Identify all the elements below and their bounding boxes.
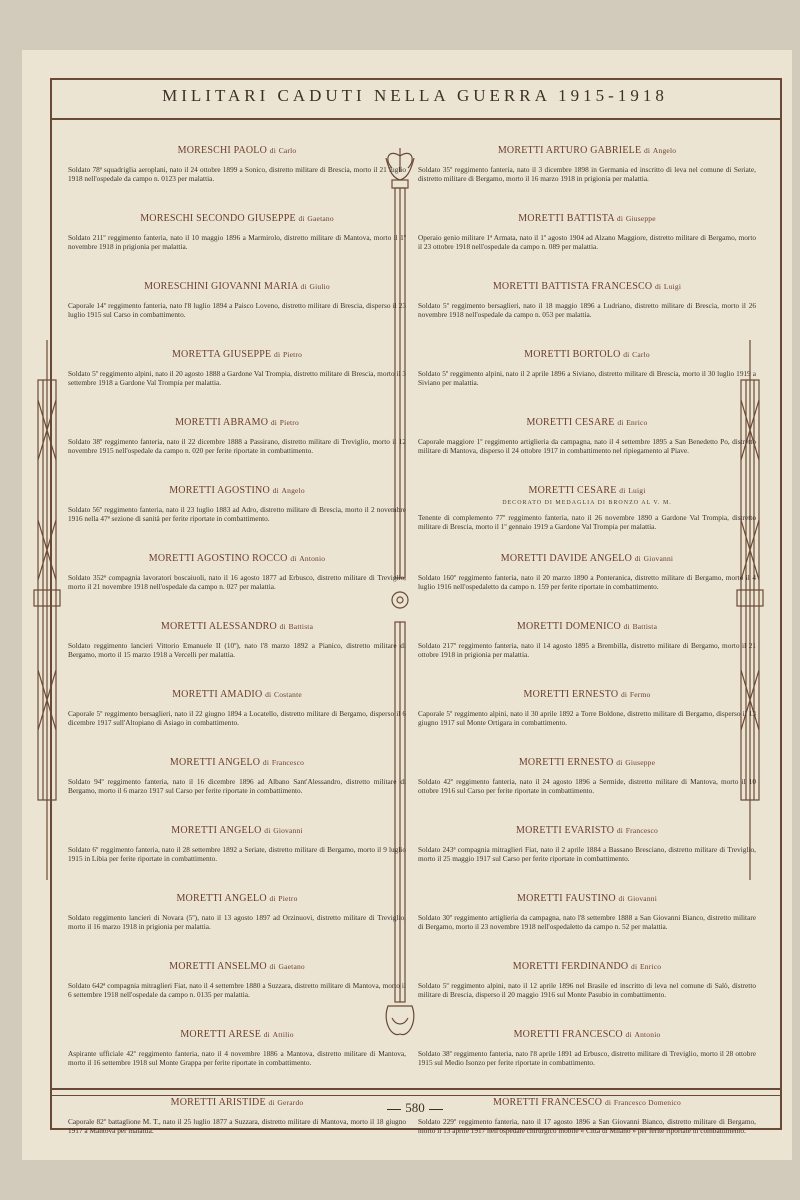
- entry-surname-given: MORESCHI PAOLO: [177, 145, 268, 156]
- entry: [418, 621, 756, 689]
- entry-text: Soldato reggimento lancieri Vittorio Emanuele II (10º), nato l'8 marzo 1892 a Pianico, distretto militare di Bergamo, morto il 15 marzo 1918 a Vercelli per malattia.: [68, 641, 406, 659]
- right-column: [418, 145, 756, 1165]
- entry-name: [68, 485, 406, 496]
- entry-di: di: [262, 758, 270, 767]
- entry-text: Soldato 38º reggimento fanteria, nato il 22 dicembre 1888 a Passirano, distretto militare di Treviglio, morto il 12 novembre 1915 nell'ospedale da campo n. 020 per ferite riportate in combattimento.: [68, 437, 406, 455]
- entry-name: [68, 349, 406, 360]
- entry-father: Attilio: [272, 1030, 294, 1039]
- entry: [68, 485, 406, 553]
- entry-surname-given: MORETTI FERDINANDO: [512, 961, 629, 972]
- entry-father: Francesco: [271, 758, 305, 767]
- entry-di: di: [643, 146, 651, 155]
- entry-surname-given: MORETTI ANSELMO: [169, 961, 267, 972]
- entry-surname-given: MORETTI FRANCESCO: [492, 1097, 603, 1108]
- entry: [68, 349, 406, 417]
- entry-father: Carlo: [632, 350, 650, 359]
- entry: [68, 689, 406, 757]
- entry-surname-given: MORETTI ANGELO: [176, 893, 267, 904]
- entry-surname-given: MORETTI DOMENICO: [516, 621, 621, 632]
- entry: [68, 553, 406, 621]
- entry: [418, 961, 756, 1029]
- entry-surname-given: MORETTI AGOSTINO: [169, 485, 270, 496]
- entry-text: Soldato 38º reggimento fanteria, nato l'8 aprile 1891 ad Erbusco, distretto militare di Treviglio, morto il 28 ottobre 1915 sul Medio Isonzo per ferite riportate in combattimento.: [418, 1049, 756, 1067]
- entry-di: di: [272, 486, 279, 495]
- entry-di: di: [270, 418, 278, 427]
- entry-name: [68, 1029, 406, 1040]
- entry-surname-given: MORETTI CESARE: [528, 485, 617, 496]
- entry-father: Francesco: [625, 826, 658, 835]
- entry: [68, 145, 406, 213]
- entry-name: [68, 213, 406, 224]
- entry-di: di: [617, 418, 624, 427]
- entry-text: Tenente di complemento 77º reggimento fanteria, nato il 26 novembre 1890 a Gardone Val Trompia, distretto militare di Brescia, morto il 1º gennaio 1919 a Gardone Val Trompia per malattia.: [418, 513, 756, 531]
- entry-name: [418, 485, 756, 496]
- entry-name: [418, 893, 756, 904]
- entry-father: Gaetano: [307, 214, 334, 223]
- entry-di: di: [620, 690, 628, 699]
- dash-left: [387, 1109, 401, 1110]
- entry-surname-given: MORETTI BATTISTA FRANCESCO: [492, 281, 653, 292]
- entry-name: [68, 417, 406, 428]
- entry-surname-given: MORETTI ARESE: [180, 1029, 262, 1040]
- entry: [418, 1029, 756, 1097]
- page-number-footer: [300, 1100, 530, 1116]
- entry: [68, 961, 406, 1029]
- entry: [418, 757, 756, 825]
- entry-di: di: [618, 894, 625, 903]
- entry-surname-given: MORETTI BATTISTA: [518, 213, 615, 224]
- entry-text: Soldato 243ª compagnia mitraglieri Fiat, nato il 2 aprile 1884 a Bassano Bresciano, distretto militare di Treviglio, morto il 25 maggio 1917 sul Carso per ferite riportate in combattimento.: [418, 845, 756, 863]
- entry-text: Soldato 5º reggimento alpini, nato il 20 agosto 1888 a Gardone Val Trompia, distretto militare di Brescia, morto il 3 settembre 1918 a Gardone Val Trompia per malattia.: [68, 369, 406, 387]
- entry-father: Enrico: [639, 962, 662, 971]
- entry-father: Antonio: [299, 554, 326, 563]
- entry-surname-given: MORETTI AMADIO: [172, 689, 263, 700]
- entry-di: di: [634, 554, 641, 563]
- entry-surname-given: MORETTI ARISTIDE: [170, 1097, 266, 1108]
- entry: [418, 825, 756, 893]
- entry-di: di: [623, 350, 630, 359]
- entry-surname-given: MORETTI BORTOLO: [524, 349, 621, 360]
- entry-di: di: [300, 282, 307, 291]
- entry-name: [418, 1029, 756, 1040]
- entry-di: di: [623, 622, 630, 631]
- entry: [68, 825, 406, 893]
- entry-name: [68, 621, 406, 632]
- entry-text: Caporale 5º reggimento alpini, nato il 30 aprile 1892 a Torre Boldone, distretto militare di Bergamo, disperso il 13 giugno 1917 sul Monte Ortigara in combattimento.: [418, 709, 756, 727]
- entry-di: di: [264, 826, 271, 835]
- entry-di: di: [625, 1030, 632, 1039]
- entry-surname-given: MORETTI ARTURO GABRIELE: [497, 145, 642, 156]
- entry-name: [418, 553, 756, 564]
- entry-text: Aspirante ufficiale 42º reggimento fanteria, nato il 4 novembre 1886 a Mantova, distretto militare di Mantova, morto il 16 settembre 1918 sul Monte Grappa per ferite riportate in combattimento.: [68, 1049, 406, 1067]
- entry-name: [68, 961, 406, 972]
- entry-father: Gaetano: [278, 962, 305, 971]
- entry-di: di: [654, 282, 662, 291]
- entry-father: Giovanni: [627, 894, 657, 903]
- entry-father: Angelo: [281, 486, 305, 495]
- entry: [418, 145, 756, 213]
- entry-surname-given: MORETTI ERNESTO: [518, 757, 614, 768]
- dash-right: [429, 1109, 443, 1110]
- entry: [418, 553, 756, 621]
- entry-di: di: [269, 146, 276, 155]
- entry-surname-given: MORETTI ABRAMO: [175, 417, 269, 428]
- entry-di: di: [269, 962, 276, 971]
- entry-di: di: [279, 622, 286, 631]
- entry-text: Caporale 5º reggimento bersaglieri, nato il 22 giugno 1894 a Locatello, distretto militare di Bergamo, disperso il 6 dicembre 1917 sull'Altopiano di Asiago in combattimento.: [68, 709, 406, 727]
- entry-di: di: [616, 826, 624, 835]
- entry-father: Giuseppe: [625, 758, 656, 767]
- entry-name: [68, 145, 406, 156]
- entry-father: Giovanni: [273, 826, 303, 835]
- entry-text: Soldato 78ª squadriglia aeroplani, nato il 24 ottobre 1899 a Sonico, distretto militare di Brescia, morto il 21 luglio 1918 nell'ospedale da campo n. 0123 per malattia.: [68, 165, 406, 183]
- entry-surname-given: MORESCHINI GIOVANNI MARIA: [144, 281, 298, 292]
- entry-father: Francesco Domenico: [613, 1098, 681, 1107]
- entry-name: [418, 757, 756, 768]
- entry-surname-given: MORETTI DAVIDE ANGELO: [500, 553, 633, 564]
- entry-text: Soldato 160º reggimento fanteria, nato il 20 marzo 1890 a Ponteranica, distretto militare di Bergamo, morto il 4 luglio 1916 nell'ospedaletto da campo n. 159 per ferite riportate in combattimento.: [418, 573, 756, 591]
- entry-text: Soldato reggimento lancieri di Novara (5º), nato il 13 agosto 1897 ad Orzinuovi, distretto militare di Treviglio, morto il 16 marzo 1918 in prigionia per malattia.: [68, 913, 406, 931]
- entry-di: di: [616, 214, 624, 223]
- entry-text: Caporale 82º battaglione M. T., nato il 25 luglio 1877 a Suzzara, distretto militare di Mantova, morto il 18 giugno 1917 a Mantova per malattia.: [68, 1117, 406, 1135]
- entry-di: di: [274, 350, 281, 359]
- entry-name: [418, 281, 756, 292]
- entry-text: Soldato 211º reggimento fanteria, nato il 10 maggio 1896 a Marmirolo, distretto militare di Mantova, morto il 1º novembre 1918 in prigionia per malattia.: [68, 233, 406, 251]
- entry-father: Giovanni: [643, 554, 674, 563]
- entry-name: [418, 961, 756, 972]
- entry-name: [418, 349, 756, 360]
- entry-father: Battista: [632, 622, 658, 631]
- entry: [418, 213, 756, 281]
- entry-name: [68, 553, 406, 564]
- entry-surname-given: MORETTA GIUSEPPE: [171, 349, 272, 360]
- entry-text: Soldato 56º reggimento fanteria, nato il 23 luglio 1883 ad Adro, distretto militare di Brescia, morto il 2 novembre 1916 nella 47ª sezione di sanità per ferite riportate in combattimento.: [68, 505, 406, 523]
- entry-name: [418, 689, 756, 700]
- entry-text: Soldato 217º reggimento fanteria, nato il 14 agosto 1895 a Brembilla, distretto militare di Bergamo, morto il 21 ottobre 1918 in prigionia per malattia.: [418, 641, 756, 659]
- entry-text: Operaio genio militare 1ª Armata, nato il 1º agosto 1904 ad Alzano Maggiore, distretto militare di Bergamo, morto il 23 ottobre 1918 nell'ospedale da campo n. 089 per malattia.: [418, 233, 756, 251]
- entry-name: [68, 281, 406, 292]
- entry-text: Soldato 6º reggimento fanteria, nato il 28 settembre 1892 a Seriate, distretto militare di Bergamo, morto il 9 luglio 1915 in Libia per ferite riportate in combattimento.: [68, 845, 406, 863]
- entry-text: Soldato 42º reggimento fanteria, nato il 24 agosto 1896 a Sermide, distretto militare di Mantova, morto il 10 ottobre 1916 sul Carso per ferite riportate in combattimento.: [418, 777, 756, 795]
- entry-text: Soldato 94º reggimento fanteria, nato il 16 dicembre 1896 ad Albano Sant'Alessandro, distretto militare di Bergamo, morto il 6 marzo 1917 sul Carso per ferite riportate in combattimento.: [68, 777, 406, 795]
- entry: [418, 893, 756, 961]
- entry: [68, 893, 406, 961]
- entry-surname-given: MORESCHI SECONDO GIUSEPPE: [140, 213, 296, 224]
- entry-di: di: [616, 758, 623, 767]
- left-fasces-ornament-icon: [32, 340, 62, 880]
- entry-di: di: [268, 1098, 275, 1107]
- entry-father: Giuseppe: [625, 214, 656, 223]
- entry-surname-given: MORETTI ANGELO: [169, 757, 261, 768]
- entry-father: Pietro: [282, 350, 303, 359]
- entry-father: Costante: [274, 690, 302, 699]
- entry: [68, 621, 406, 689]
- entry: [418, 281, 756, 349]
- entry-father: Antonio: [634, 1030, 661, 1039]
- page-title: MILITARI CADUTI NELLA GUERRA 1915-1918: [162, 86, 668, 105]
- entry-name: [68, 689, 406, 700]
- entry-text: Soldato 352ª compagnia lavoratori boscaiuoli, nato il 16 agosto 1877 ad Erbusco, distretto militare di Treviglio, morto il 21 novembre 1918 nell'ospedale da campo n. 027 per malattia.: [68, 573, 406, 591]
- entry-di: di: [263, 1030, 270, 1039]
- entry-di: di: [265, 690, 272, 699]
- entry: [68, 1029, 406, 1097]
- entry-text: Caporale maggiore 1º reggimento artiglieria da campagna, nato il 4 settembre 1895 a San Benedetto Po, distretto militare di Mantova, disperso il 24 ottobre 1917 in combattimento nel ripiegamento al Piave.: [418, 437, 756, 455]
- entry-father: Angelo: [652, 146, 677, 155]
- entry-di: di: [631, 962, 638, 971]
- entry-di: di: [619, 486, 626, 495]
- entry: [68, 417, 406, 485]
- entry-father: Fermo: [629, 690, 651, 699]
- entry-surname-given: MORETTI ERNESTO: [523, 689, 619, 700]
- entry-di: di: [604, 1098, 612, 1107]
- entry-text: Soldato 35º reggimento fanteria, nato il 3 dicembre 1898 in Germania ed inscritto di leva nel comune di Seriate, distretto militare di Bergamo, morto il 16 marzo 1918 in prigionia per malattia.: [418, 165, 756, 183]
- entry-father: Luigi: [628, 486, 646, 495]
- entry: [68, 281, 406, 349]
- entry: [418, 417, 756, 485]
- entry-father: Carlo: [278, 146, 297, 155]
- entry-surname-given: MORETTI FRANCESCO: [513, 1029, 623, 1040]
- entry-father: Enrico: [626, 418, 648, 427]
- entry: [418, 349, 756, 417]
- entry: [68, 213, 406, 281]
- entry-name: [418, 145, 756, 156]
- entry-text: Soldato 30º reggimento artiglieria da campagna, nato l'8 settembre 1888 a San Giovanni Bianco, distretto militare di Bergamo, morto il 23 novembre 1918 nell'ospedaletto da campo n. 52 per malattia.: [418, 913, 756, 931]
- entry-text: Caporale 14º reggimento fanteria, nato l'8 luglio 1894 a Paisco Loveno, distretto militare di Brescia, disperso il 23 luglio 1915 sul Carso in combattimento.: [68, 301, 406, 319]
- entry-father: Battista: [288, 622, 314, 631]
- entry-surname-given: MORETTI ALESSANDRO: [160, 621, 277, 632]
- entry-surname-given: MORETTI EVARISTO: [516, 825, 615, 836]
- entry-father: Pietro: [279, 418, 299, 427]
- entry-text: Soldato 229º reggimento fanteria, nato il 17 agosto 1896 a San Giovanni Bianco, distretto militare di Bergamo, morto il 13 aprile 1917 nell'ospedale chirurgico mobile « Città di Milano » per ferite riportate in combattimento.: [418, 1117, 756, 1135]
- entry-name: [418, 417, 756, 428]
- entry-name: [68, 893, 406, 904]
- entry-surname-given: MORETTI FAUSTINO: [516, 893, 616, 904]
- entry-surname-given: MORETTI CESARE: [526, 417, 615, 428]
- entry-surname-given: MORETTI AGOSTINO ROCCO: [148, 553, 288, 564]
- entry-text: Soldato 5º reggimento alpini, nato il 2 aprile 1896 a Siviano, distretto militare di Brescia, morto il 30 luglio 1919 a Siviano per malattia.: [418, 369, 756, 387]
- entry-surname-given: MORETTI ANGELO: [171, 825, 262, 836]
- entry-father: Luigi: [663, 282, 682, 291]
- entry: [68, 757, 406, 825]
- entry-name: [418, 213, 756, 224]
- entry-name: [68, 757, 406, 768]
- entry-di: di: [290, 554, 297, 563]
- entry-decoration: DECORATO DI MEDAGLIA DI BRONZO AL V. M.: [502, 500, 672, 506]
- entry-di: di: [269, 894, 276, 903]
- left-column: [68, 145, 406, 1165]
- entry: [418, 689, 756, 757]
- entry-father: Giulio: [309, 282, 330, 291]
- entry-father: Pietro: [278, 894, 298, 903]
- entry-name: [418, 621, 756, 632]
- entry-name: [68, 825, 406, 836]
- entry-text: Soldato 5º reggimento alpini, nato il 12 aprile 1896 nel Brasile ed inscritto di leva nel comune di Salò, distretto militare di Brescia, disperso il 20 maggio 1916 sul Monte Pasubio in combattimento.: [418, 981, 756, 999]
- entry-name: [418, 825, 756, 836]
- page-number: 580: [405, 1100, 425, 1115]
- entry: [418, 485, 756, 553]
- title-rule: [50, 118, 780, 120]
- entry-text: Soldato 642ª compagnia mitraglieri Fiat, nato il 4 settembre 1880 a Suzzara, distretto militare di Mantova, morto il 6 settembre 1918 nell'ospedale da campo n. 0135 per malattia.: [68, 981, 406, 999]
- entry-di: di: [298, 214, 305, 223]
- entry-text: Soldato 5º reggimento bersaglieri, nato il 18 maggio 1896 a Ludriano, distretto militare di Brescia, morto il 26 novembre 1918 nell'ospedale da campo n. 053 per malattia.: [418, 301, 756, 319]
- entry-father: Gerardo: [277, 1098, 304, 1107]
